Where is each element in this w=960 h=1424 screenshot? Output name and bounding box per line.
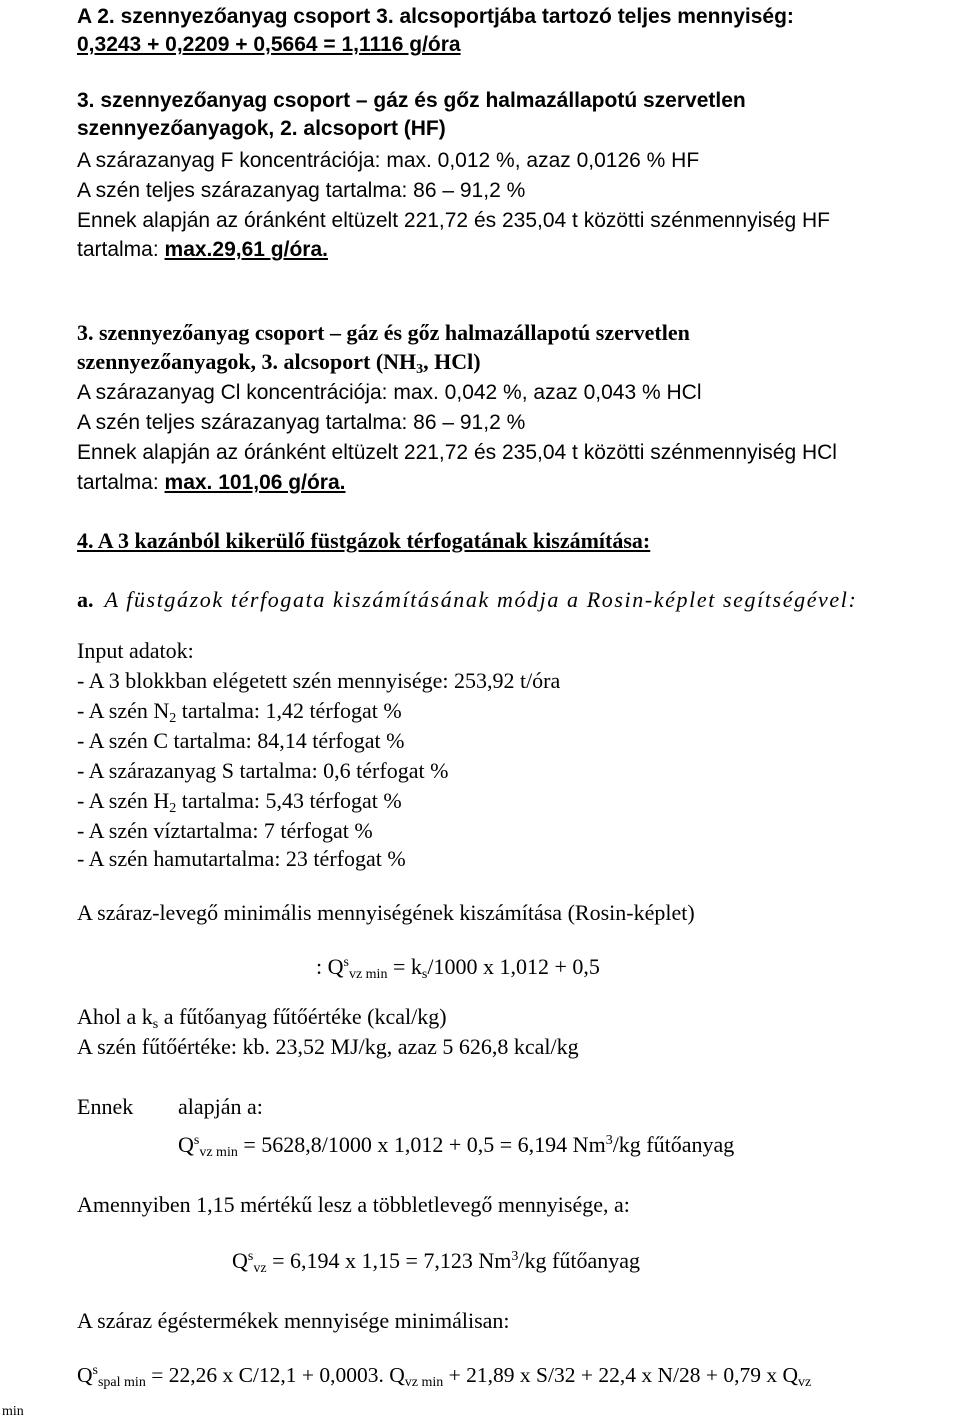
- hcl-content-value: max. 101,06 g/óra.: [164, 471, 346, 494]
- rosin-formula: : $Q^s_{vz min} = k_s/1000$ x 1,012 + 0,5: [316, 954, 600, 982]
- hf-content-label: tartalma:: [77, 238, 165, 261]
- section-4a-line: [77, 587, 857, 613]
- hf-dry-matter: A szén teljes szárazanyag tartalma: 86 – 91,2 %: [77, 179, 526, 202]
- calc-alapjan: alapján a:: [178, 1094, 263, 1119]
- qvz-min-calculation: $Q^s_{vz min} = 5628,8/1000$ x 1,012 + 0,5 = 6,194 Nm$^3$/kg fűtőanyag: [178, 1132, 735, 1160]
- hf-content: [77, 237, 328, 263]
- input-item-h2: - A szén $H_2$ tartalma: 5,43 térfogat %: [77, 788, 402, 816]
- qspal-min-formula: $Q^s_{spal min} = 22,26$ x C/12,1 + 0,0003. $Q_{vz min} + 21,89$ x S/32 + 22,4 x N/28 + 0,79 x $Q_{vz}$: [77, 1363, 812, 1390]
- section-4-heading: 4. A 3 kazánból kikerülő füstgázok térfogatának kiszámítása:: [77, 528, 651, 553]
- input-item-s: - A szárazanyag S tartalma: 0,6 térfogat %: [77, 758, 449, 783]
- hf-content-value: max.29,61 g/óra.: [164, 238, 328, 261]
- rosin-title: A száraz-levegő minimális mennyiségének kiszámítása (Rosin-képlet): [77, 900, 695, 925]
- excess-air-text: Amennyiben 1,15 mértékű lesz a többletlevegő mennyisége, a:: [77, 1192, 630, 1217]
- input-data-title: Input adatok:: [77, 638, 194, 663]
- group2-subgroup3-heading: A 2. szennyezőanyag csoport 3. alcsoportjába tartozó teljes mennyiség:: [77, 5, 794, 28]
- input-item-coal-amount: - A 3 blokkban elégetett szén mennyisége: 253,92 t/óra: [77, 668, 561, 693]
- hf-coal-amount: Ennek alapján az óránként eltüzelt 221,72 és 235,04 t közötti szénmennyiség HF: [77, 209, 830, 232]
- dry-products-text: A száraz égéstermékek mennyisége minimálisan:: [77, 1308, 510, 1333]
- input-item-n2: - A szén $N_2$ tartalma: 1,42 térfogat %: [77, 698, 402, 726]
- hcl-section-title-cont: szennyezőanyagok, 3. alcsoport ($NH_3$, HCl): [77, 349, 481, 377]
- hf-f-concentration: A szárazanyag F koncentrációja: max. 0,012 %, azaz 0,0126 % HF: [77, 149, 700, 172]
- input-item-ash: - A szén hamutartalma: 23 térfogat %: [77, 846, 406, 871]
- section-4a-label: a.: [77, 587, 94, 612]
- qvz-calculation: $Q^s_{vz} = 6,194$ x 1,15 = 7,123 Nm$^3$/kg fűtőanyag: [232, 1248, 640, 1276]
- hf-section-title-cont: szennyezőanyagok, 2. alcsoport (HF): [77, 117, 446, 140]
- hcl-cl-concentration: A szárazanyag Cl koncentrációja: max. 0,042 %, azaz 0,043 % HCl: [77, 381, 702, 404]
- input-item-c: - A szén C tartalma: 84,14 térfogat %: [77, 728, 405, 753]
- coal-heating-value: A szén fűtőértéke: kb. 23,52 MJ/kg, azaz 5 626,8 kcal/kg: [77, 1034, 579, 1059]
- hf-section-title: 3. szennyezőanyag csoport – gáz és gőz halmazállapotú szervetlen: [77, 89, 746, 112]
- hcl-section-title: 3. szennyezőanyag csoport – gáz és gőz halmazállapotú szervetlen: [77, 320, 690, 345]
- input-item-water: - A szén víztartalma: 7 térfogat %: [77, 818, 373, 843]
- hcl-content-label: tartalma:: [77, 471, 165, 494]
- hcl-coal-amount: Ennek alapján az óránként eltüzelt 221,72 és 235,04 t közötti szénmennyiség HCl: [77, 441, 837, 464]
- ks-definition: Ahol a $k_s$ a fűtőanyag fűtőértéke (kcal/kg): [77, 1004, 447, 1032]
- formula-overflow-min: min: [2, 1404, 24, 1419]
- group2-subgroup3-sum: 0,3243 + 0,2209 + 0,5664 = 1,1116 g/óra: [77, 33, 461, 56]
- hcl-content: [77, 470, 345, 496]
- section-4a-text: A füstgázok térfogata kiszámításának módja a Rosin-képlet segítségével:: [104, 587, 858, 612]
- calc-ennek: Ennek: [77, 1094, 134, 1119]
- hcl-dry-matter: A szén teljes szárazanyag tartalma: 86 – 91,2 %: [77, 411, 526, 434]
